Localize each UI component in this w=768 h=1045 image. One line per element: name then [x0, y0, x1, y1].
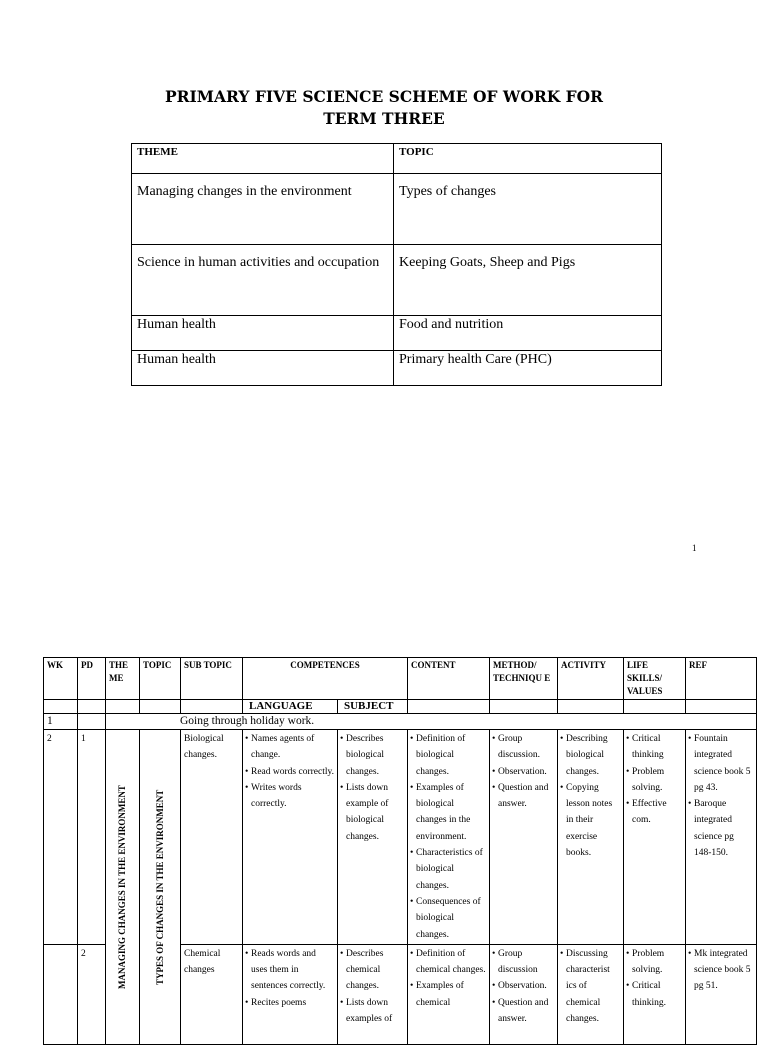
list-item: • Lists down example of biological changes. [341, 780, 404, 845]
theme-header: THE ME [106, 658, 140, 700]
topic-cell: Food and nutrition [394, 316, 662, 351]
list-item: • Describing biological changes. [561, 731, 620, 780]
list-item: • Problem solving. [627, 764, 682, 797]
list-item: • Names agents of change. [246, 731, 334, 764]
week-1-row [44, 714, 757, 730]
table-header-row [132, 144, 662, 174]
week-1-text: Going through holiday work. [106, 714, 757, 730]
list-item: • Read words correctly. [246, 764, 334, 780]
ref-cell [686, 944, 757, 1044]
list-item: • Recites poems [246, 995, 334, 1011]
list-item: • Describes chemical changes. [341, 946, 404, 995]
method-cell [490, 730, 558, 945]
topic-header: TOPIC [140, 658, 181, 700]
list-item: • Group discussion [493, 946, 554, 979]
list-item: • Examples of chemical [411, 978, 486, 1011]
method-cell [490, 944, 558, 1044]
scheme-header-row [44, 658, 757, 700]
sub-topic-cell: Chemical changes [181, 944, 243, 1044]
list-item: • Effective com. [627, 796, 682, 829]
table-row [132, 174, 662, 245]
activity-header: ACTIVITY [558, 658, 624, 700]
activity-cell [558, 730, 624, 945]
list-item: • Question and answer. [493, 780, 554, 813]
list-item: • Critical thinking. [627, 978, 682, 1011]
title-line-1: PRIMARY FIVE SCIENCE SCHEME OF WORK FOR [165, 87, 603, 106]
list-item: • Observation. [493, 978, 554, 994]
page-number: 1 [692, 543, 697, 553]
list-item: • Definition of chemical changes. [411, 946, 486, 979]
pd-cell: 2 [78, 944, 106, 1044]
language-header: LANGUAGE [243, 700, 338, 714]
content-header: CONTENT [408, 658, 490, 700]
list-item: • Baroque integrated science pg 148-150. [689, 796, 753, 861]
theme-vertical-text: MANAGING CHANGES IN THE ENVIRONMENT [117, 785, 127, 989]
sub-topic-cell: Biological changes. [181, 730, 243, 945]
topic-header: TOPIC [394, 144, 662, 174]
list-item: • Writes words correctly. [246, 780, 334, 813]
language-cell [243, 944, 338, 1044]
pd-cell: 1 [78, 730, 106, 945]
theme-cell: Human health [132, 351, 394, 386]
ref-cell [686, 730, 757, 945]
title-line-2: TERM THREE [323, 109, 445, 128]
competences-header: COMPETENCES [243, 658, 408, 700]
list-item: • Lists down examples of [341, 995, 404, 1028]
language-cell [243, 730, 338, 945]
subject-cell [338, 944, 408, 1044]
scheme-of-work-table [43, 657, 757, 1045]
activity-cell [558, 944, 624, 1044]
list-item: • Definition of biological changes. [411, 731, 486, 780]
table-row [132, 245, 662, 316]
wk-header: WK [44, 658, 78, 700]
week-1-number: 1 [44, 714, 78, 730]
table-row [44, 730, 757, 945]
subject-header: SUBJECT [338, 700, 408, 714]
document-title [0, 86, 768, 130]
list-item: • Characteristics of biological changes. [411, 845, 486, 894]
list-item: • Mk integrated science book 5 pg 51. [689, 946, 753, 995]
life-skills-header: LIFE SKILLS/ VALUES [624, 658, 686, 700]
list-item: • Critical thinking [627, 731, 682, 764]
list-item: • Group discussion. [493, 731, 554, 764]
life-skills-cell [624, 730, 686, 945]
topic-cell: Keeping Goats, Sheep and Pigs [394, 245, 662, 316]
topic-vertical-text: TYPES OF CHANGES IN THE ENVIRONMENT [154, 789, 165, 985]
topic-vertical-cell [140, 730, 181, 1045]
life-skills-cell [624, 944, 686, 1044]
topic-cell: Primary health Care (PHC) [394, 351, 662, 386]
theme-cell: Managing changes in the environment [132, 174, 394, 245]
list-item: • Consequences of biological changes. [411, 894, 486, 943]
content-cell [408, 730, 490, 945]
list-item: • Problem solving. [627, 946, 682, 979]
list-item: • Copying lesson notes in their exercise books. [561, 780, 620, 861]
wk-cell: 2 [44, 730, 78, 945]
method-header: METHOD/ TECHNIQU E [490, 658, 558, 700]
list-item: • Fountain integrated science book 5 pg 43. [689, 731, 753, 796]
list-item: • Observation. [493, 764, 554, 780]
theme-cell: Science in human activities and occupation [132, 245, 394, 316]
list-item: • Question and answer. [493, 995, 554, 1028]
theme-vertical-cell [106, 730, 140, 1045]
table-row [132, 316, 662, 351]
list-item: • Reads words and uses them in sentences correctly. [246, 946, 334, 995]
content-cell [408, 944, 490, 1044]
pd-header: PD [78, 658, 106, 700]
ref-header: REF [686, 658, 757, 700]
topic-cell: Types of changes [394, 174, 662, 245]
theme-cell: Human health [132, 316, 394, 351]
list-item: • Discussing characterist ics of chemical changes. [561, 946, 620, 1027]
list-item: • Examples of biological changes in the environment. [411, 780, 486, 845]
table-row [132, 351, 662, 386]
subject-cell [338, 730, 408, 945]
sub-topic-header: SUB TOPIC [181, 658, 243, 700]
list-item: • Describes biological changes. [341, 731, 404, 780]
theme-topic-table [131, 143, 662, 386]
competences-subheader-row [44, 700, 757, 714]
theme-header: THEME [132, 144, 394, 174]
wk-cell [44, 944, 78, 1044]
